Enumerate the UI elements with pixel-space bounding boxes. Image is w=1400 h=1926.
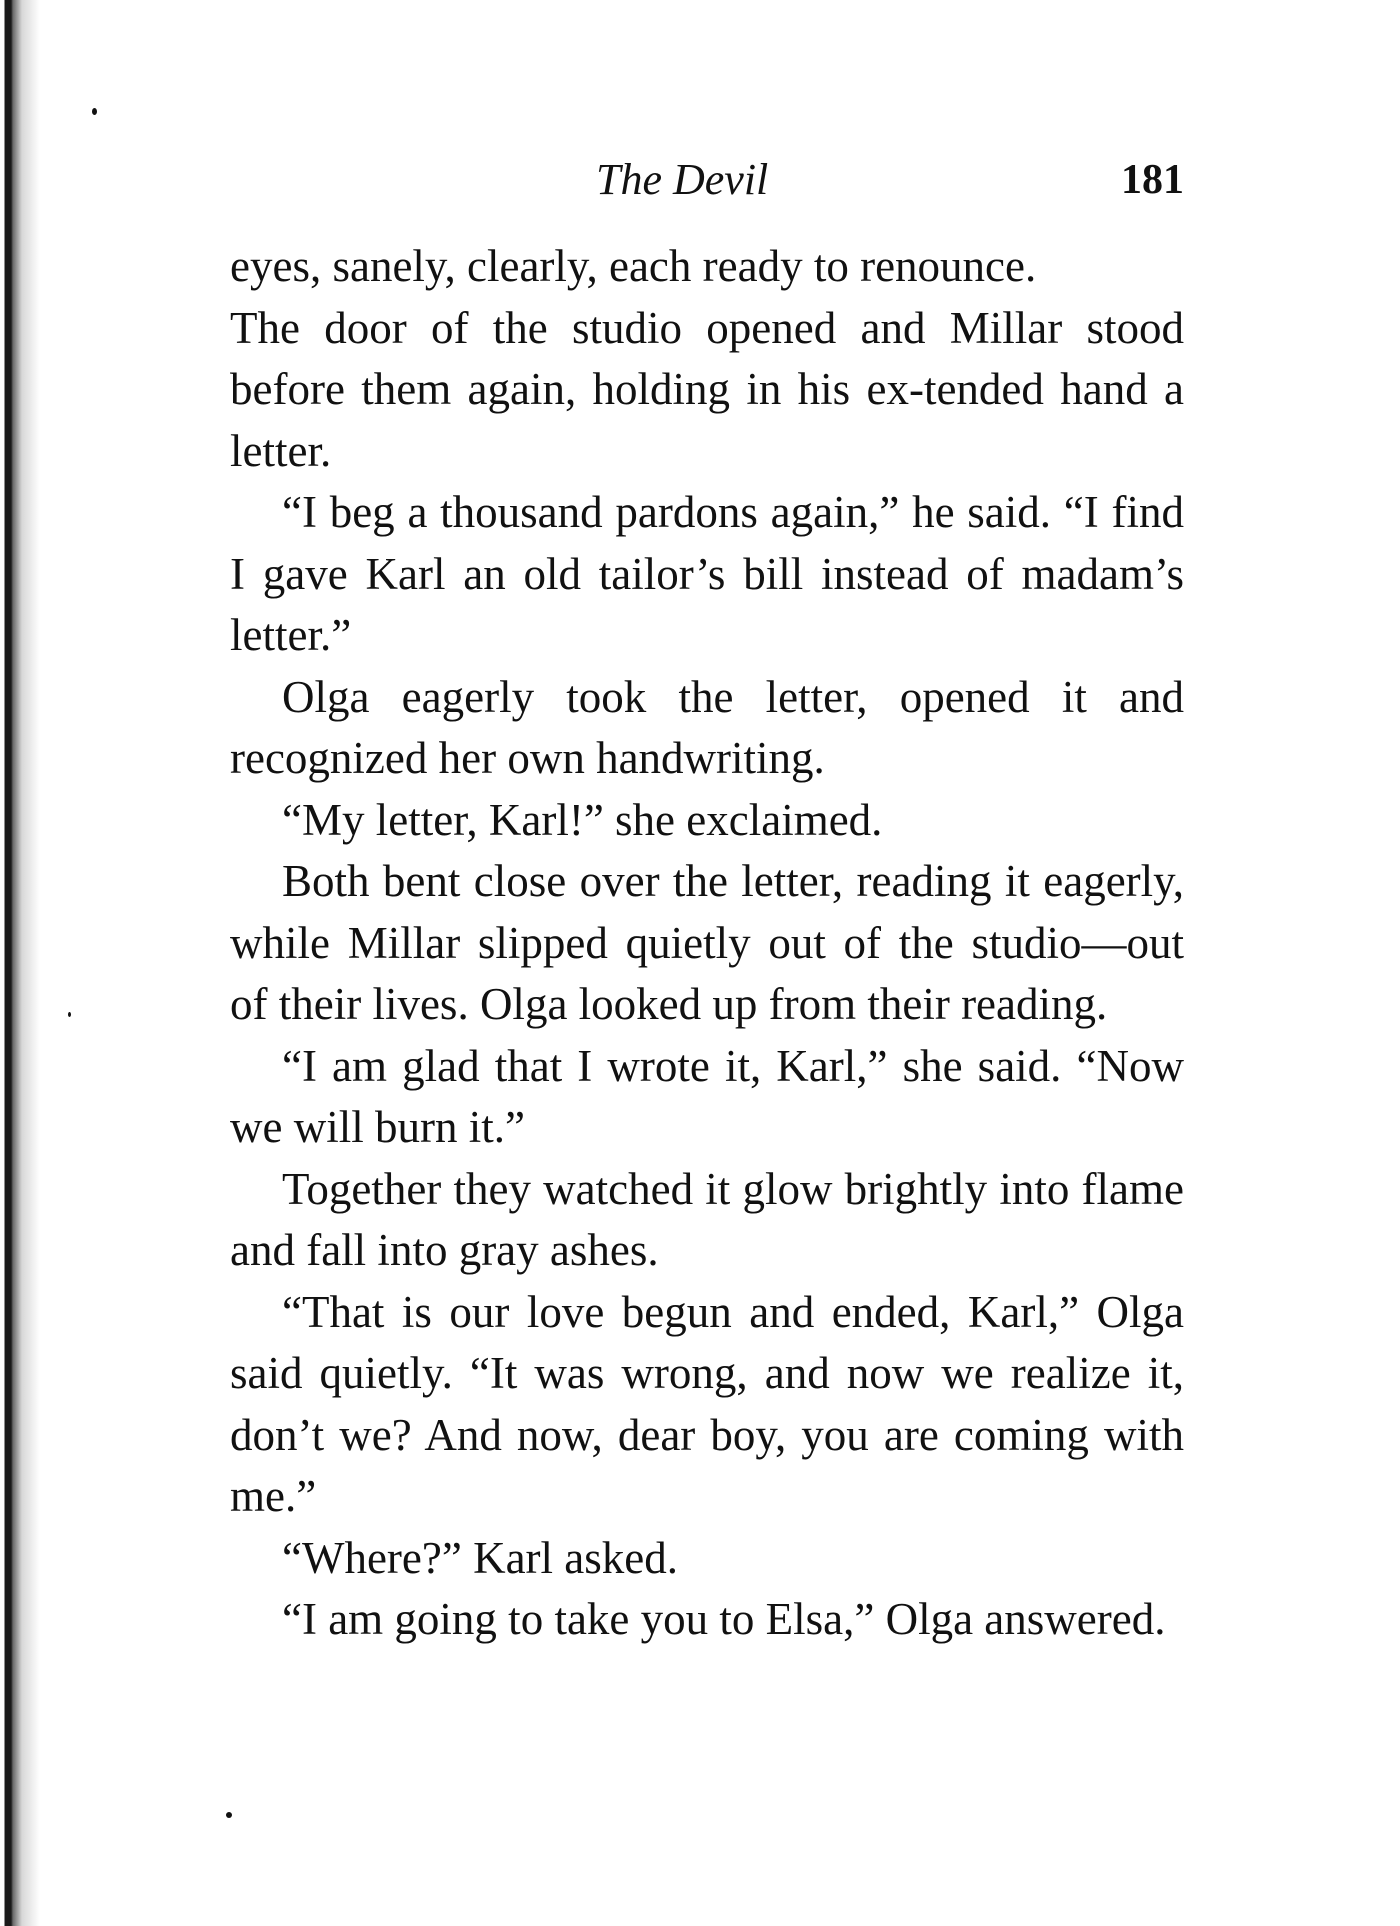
paragraph: “I am glad that I wrote it, Karl,” she said. “Now we will burn it.”: [230, 1040, 1184, 1152]
ink-speck: [68, 1012, 71, 1017]
page-header: [230, 150, 1184, 210]
paragraph: eyes, sanely, clearly, each ready to renounce.: [230, 241, 1037, 291]
ink-speck: [226, 1812, 232, 1818]
running-title: The Devil: [596, 155, 769, 204]
paragraph: “I beg a thousand pardons again,” he said. “I find I gave Karl an old tailor’s bill instead of madam’s letter.”: [230, 487, 1184, 660]
paragraph: The door of the studio opened and Millar stood before them again, holding in his ex-tended hand a letter.: [230, 302, 1184, 476]
binding-edge: [0, 0, 44, 1926]
paragraph: Olga eagerly took the letter, opened it and recognized her own handwriting.: [230, 671, 1184, 783]
paragraph: “I am going to take you to Elsa,” Olga answered.: [282, 1594, 1166, 1644]
paragraph: Both bent close over the letter, reading it eagerly, while Millar slipped quietly out of the studio—out of their lives. Olga looked up from their reading.: [230, 856, 1184, 1029]
paragraph: “My letter, Karl!” she exclaimed.: [282, 794, 883, 845]
page-number: 181: [1121, 157, 1184, 203]
paragraph: “That is our love begun and ended, Karl,” Olga said quietly. “It was wrong, and now we realize it, don’t we? And now, dear boy, you are coming with me.”: [230, 1286, 1184, 1521]
paragraph: Together they watched it glow brightly into flame and fall into gray ashes.: [230, 1163, 1184, 1275]
paragraph: “Where?” Karl asked.: [282, 1532, 678, 1583]
ink-speck: [92, 108, 97, 115]
body-text: [230, 236, 1184, 1651]
